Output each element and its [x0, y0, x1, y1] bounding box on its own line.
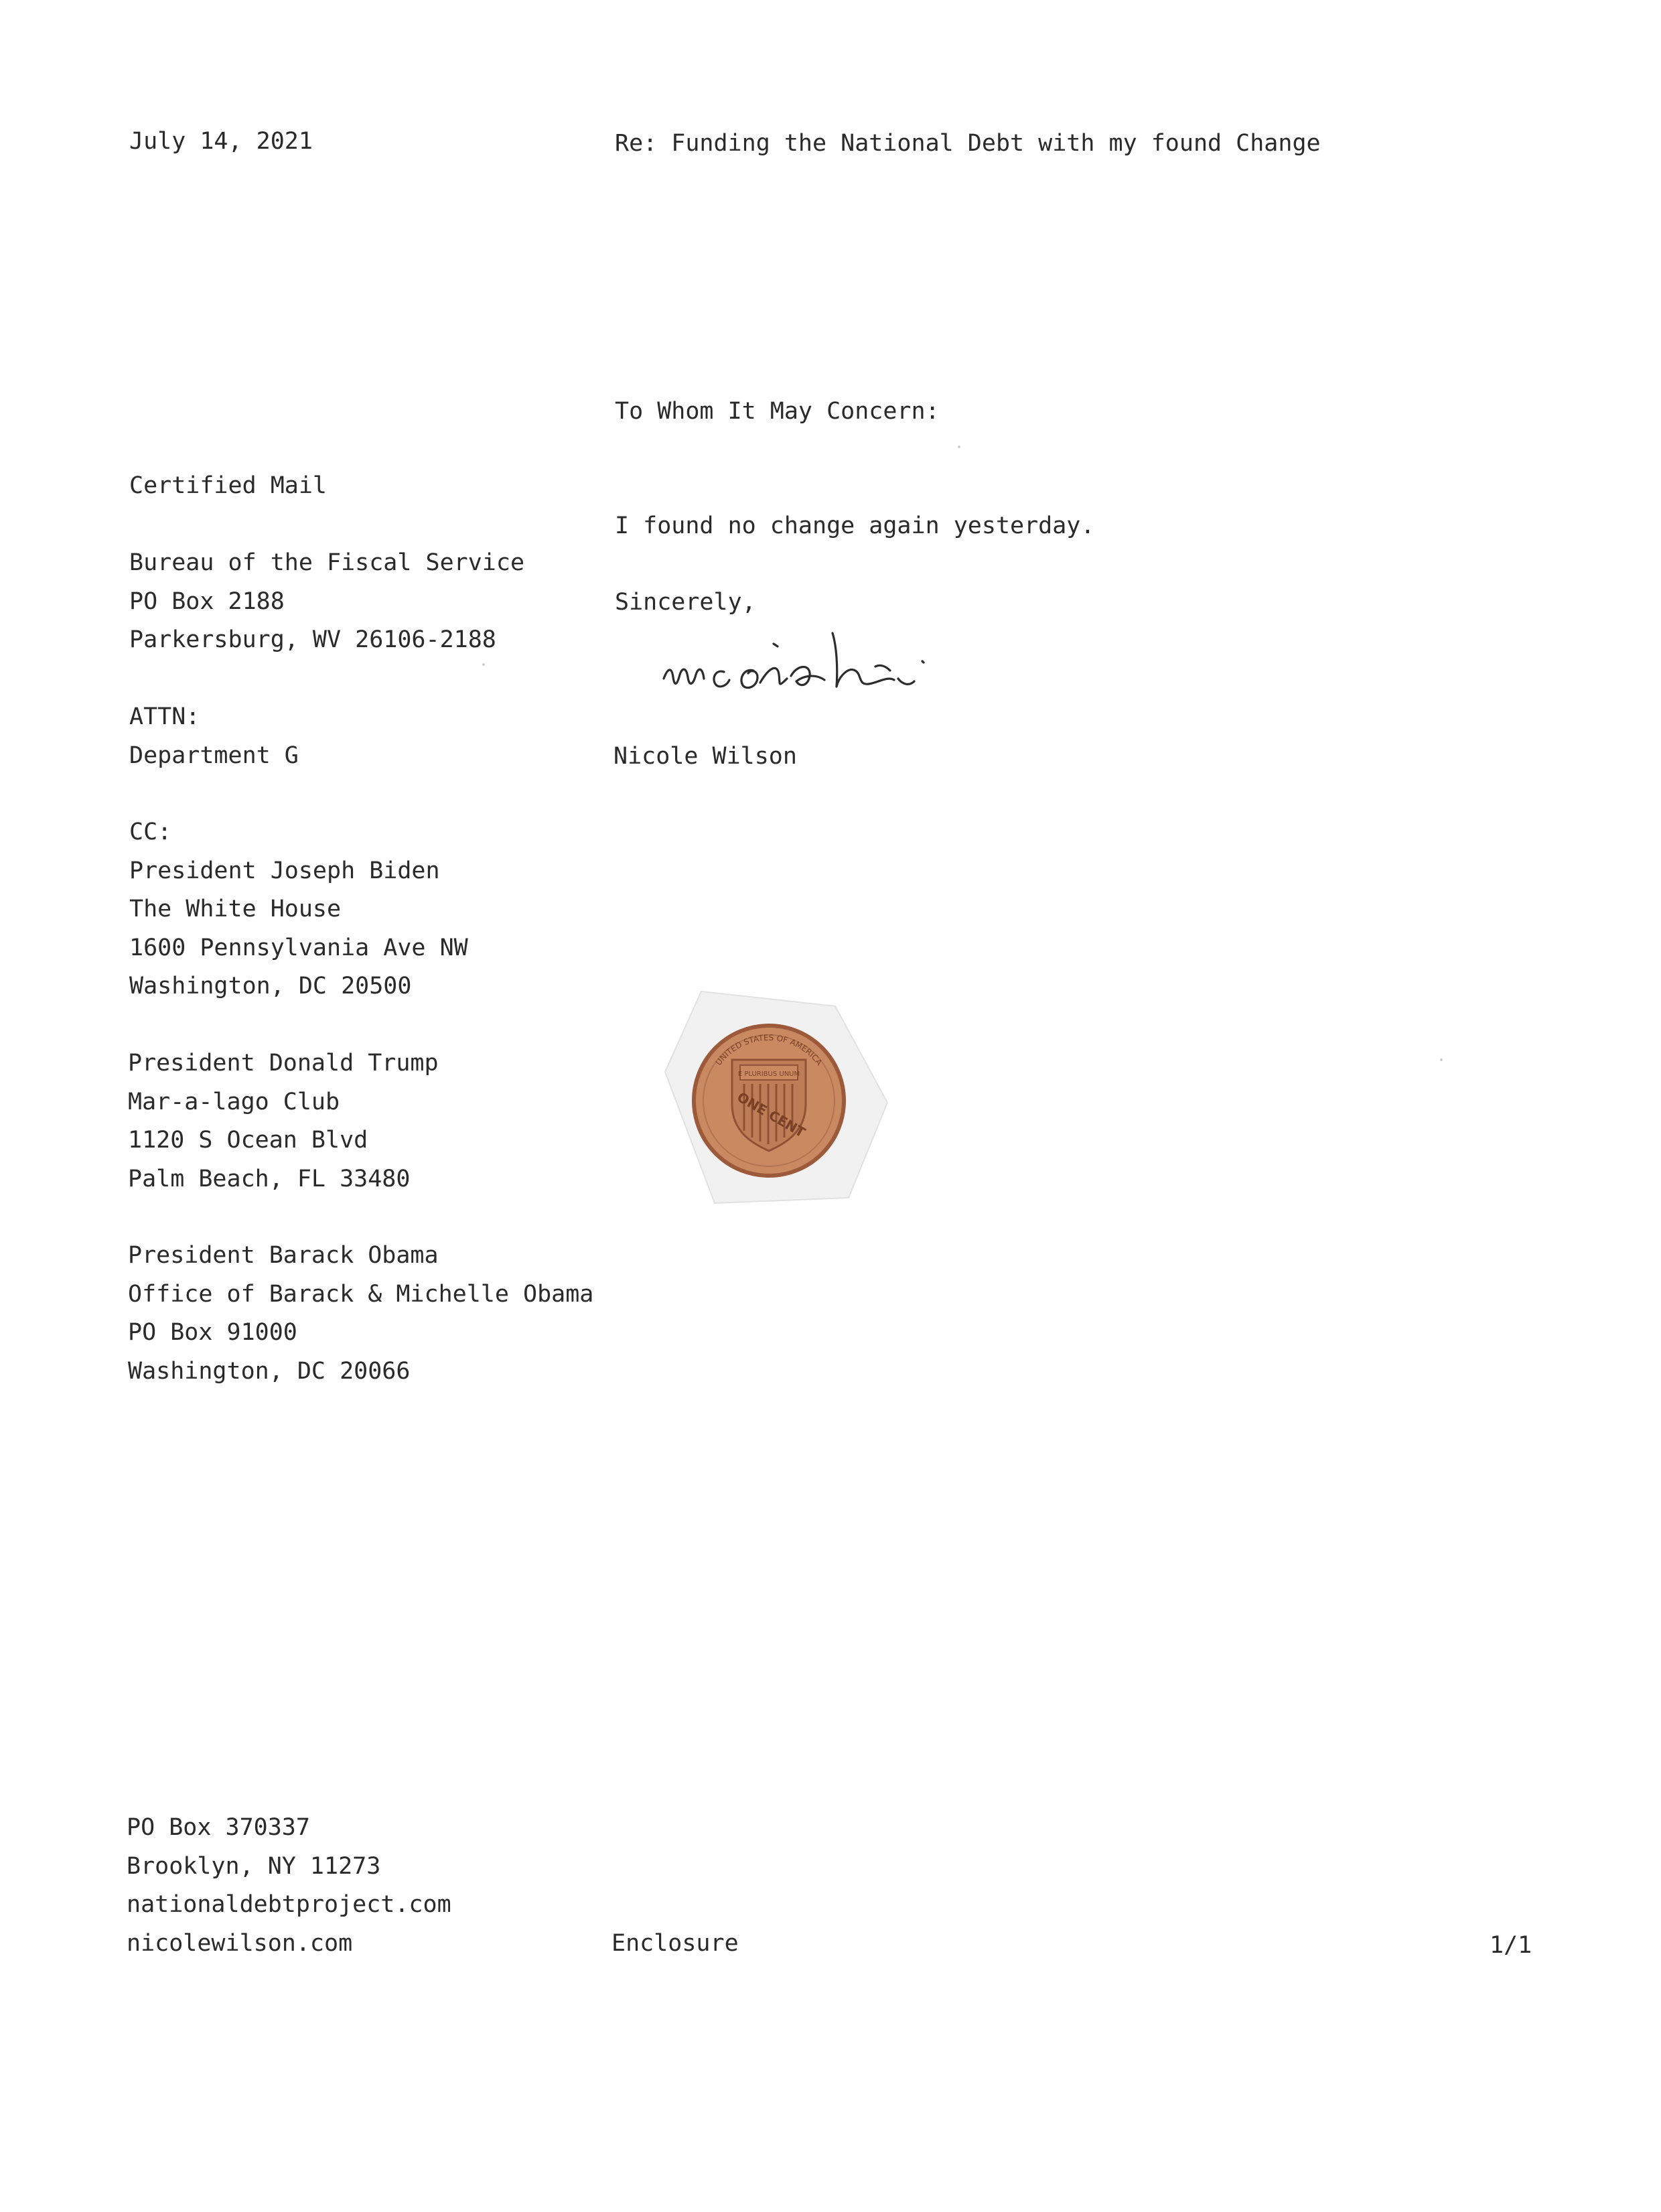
mailing-method: Certified Mail — [129, 472, 328, 499]
address-line: The White House — [129, 896, 342, 922]
salutation: To Whom It May Concern: — [615, 398, 940, 425]
address-line: President Joseph Biden — [129, 857, 440, 884]
cc-label: CC: — [129, 819, 172, 845]
sender-line: PO Box 370337 — [127, 1814, 310, 1841]
address-line: Washington, DC 20066 — [128, 1357, 411, 1385]
scan-speck — [1440, 1058, 1443, 1061]
penny-enclosure — [653, 985, 894, 1213]
attn-label: ATTN: — [129, 703, 200, 730]
address-line: Bureau of the Fiscal Service — [129, 549, 525, 576]
sender-website-2: nicolewilson.com — [127, 1929, 353, 1957]
letter-body: I found no change again yesterday. — [615, 512, 1095, 539]
attn-block — [129, 698, 299, 775]
address-line: Palm Beach, FL 33480 — [128, 1165, 411, 1192]
scan-speck — [482, 663, 485, 666]
cc-block-3 — [128, 1237, 593, 1391]
handwritten-signature — [660, 620, 1008, 713]
address-line: PO Box 2188 — [129, 587, 285, 615]
coin-motto: E PLURIBUS UNUM — [737, 1070, 800, 1078]
address-line: 1600 Pennsylvania Ave NW — [129, 934, 468, 961]
page-number: 1/1 — [1490, 1932, 1532, 1959]
address-line: Washington, DC 20500 — [129, 973, 412, 999]
address-line: Mar-a-lago Club — [128, 1088, 340, 1115]
address-line: PO Box 91000 — [128, 1319, 297, 1346]
letter-subject: Re: Funding the National Debt with my found Change — [615, 130, 1321, 157]
scan-speck — [958, 445, 960, 448]
address-line: 1120 S Ocean Blvd — [128, 1127, 368, 1154]
cc-block-1 — [129, 813, 468, 1006]
recipient-address — [129, 544, 524, 660]
address-line: Office of Barack & Michelle Obama — [128, 1280, 594, 1308]
address-line: President Barack Obama — [128, 1242, 439, 1269]
coin-denomination: ONE CENT — [734, 1089, 808, 1141]
sender-line: Brooklyn, NY 11273 — [127, 1852, 381, 1880]
sender-address — [127, 1809, 451, 1963]
coin-legend: UNITED STATES OF AMERICA — [713, 1032, 824, 1067]
closing: Sincerely, — [615, 589, 756, 616]
address-line: Parkersburg, WV 26106-2188 — [129, 626, 496, 653]
letter-date: July 14, 2021 — [129, 128, 313, 155]
cc-block-2 — [128, 1044, 439, 1198]
signer-name: Nicole Wilson — [613, 743, 797, 770]
enclosure-label: Enclosure — [611, 1930, 739, 1957]
attn-value: Department G — [129, 742, 299, 769]
address-line: President Donald Trump — [128, 1050, 439, 1077]
sender-website-1: nationaldebtproject.com — [127, 1891, 451, 1918]
